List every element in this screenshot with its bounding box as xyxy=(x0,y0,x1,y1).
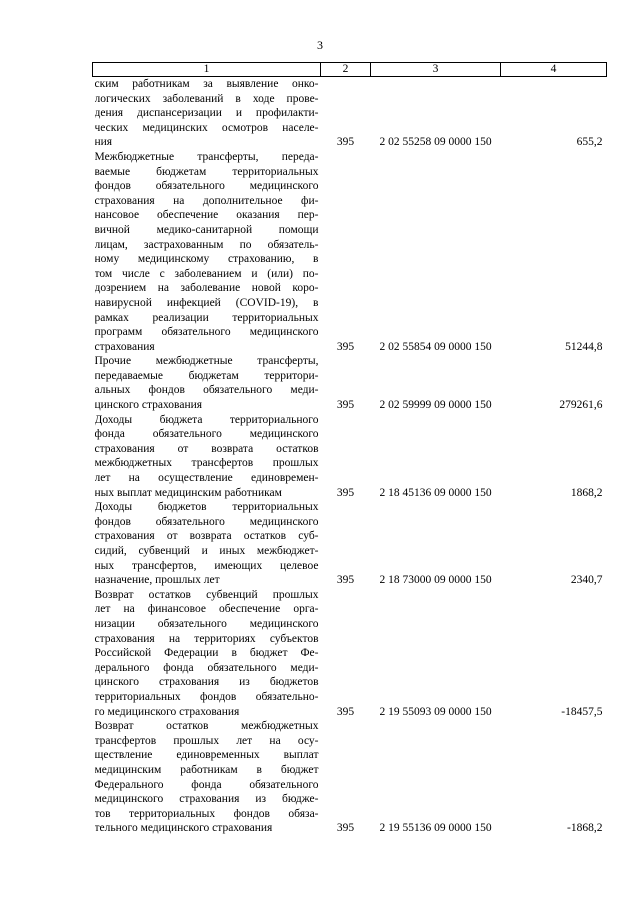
row-description xyxy=(93,354,321,412)
row-description xyxy=(93,150,321,354)
description-line: вичной медико-санитарной помощи xyxy=(94,223,319,236)
row-description xyxy=(93,588,321,719)
table-row xyxy=(93,588,607,719)
description-line: ных трансфертов, имеющих целевое xyxy=(94,559,319,572)
row-admin-code: 395 xyxy=(336,399,355,412)
row-admin-code: 395 xyxy=(336,822,355,835)
description-line: межбюджетных трансфертов прошлых xyxy=(94,457,319,470)
row-amount: -18457,5 xyxy=(561,705,603,718)
description-line: фондов обязательного медицинского xyxy=(94,180,319,193)
row-amount: 655,2 xyxy=(576,136,603,149)
description-line: дозрением на заболевание новой коро- xyxy=(94,282,319,295)
table-row xyxy=(93,413,607,501)
description-line: Доходы бюджетов территориальных xyxy=(94,501,319,514)
description-line: страхования на территориях субъектов xyxy=(94,632,319,645)
row-budget-code: 2 02 55258 09 0000 150 xyxy=(379,136,492,149)
description-line: цинского страхования xyxy=(94,399,203,412)
description-line: тов территориальных фондов обяза- xyxy=(94,807,319,820)
description-line: Прочие межбюджетные трансферты, xyxy=(94,355,319,368)
row-admin-code: 395 xyxy=(336,486,355,499)
description-line: рамках реализации территориальных xyxy=(94,311,319,324)
row-description xyxy=(93,719,321,836)
description-line: территориальных фондов обязательно- xyxy=(94,690,319,703)
table-row xyxy=(93,500,607,588)
description-line: назначение, прошлых лет xyxy=(94,574,220,587)
description-line: лет на финансовое обеспечение орга- xyxy=(94,603,319,616)
description-line: лет на осуществление единовремен- xyxy=(94,472,319,485)
description-line: передаваемые бюджетам территори- xyxy=(94,369,319,382)
description-line: программ обязательного медицинского xyxy=(94,326,319,339)
description-line: ваемые бюджетам территориальных xyxy=(94,165,319,178)
description-line: страхования xyxy=(94,340,155,353)
table-row xyxy=(93,77,607,150)
description-line: лицам, застрахованным по обязатель- xyxy=(94,238,319,251)
description-line: цинского страхования из бюджетов xyxy=(94,676,319,689)
description-line: Возврат остатков межбюджетных xyxy=(94,720,319,733)
description-line: ния xyxy=(94,136,113,149)
description-line: ному медицинскому страхованию, в xyxy=(94,253,319,266)
row-budget-code: 2 19 55093 09 0000 150 xyxy=(379,705,492,718)
column-header-4: 4 xyxy=(501,63,607,77)
description-line: медицинского страхования из бюдже- xyxy=(94,793,319,806)
description-line: ским работникам за выявление онко- xyxy=(94,78,319,90)
column-header-1: 1 xyxy=(93,63,321,77)
description-line: альных фондов обязательного меди- xyxy=(94,384,319,397)
row-amount: 51244,8 xyxy=(565,340,603,353)
description-line: том числе с заболеванием и (или) по- xyxy=(94,267,319,280)
row-admin-code: 395 xyxy=(336,340,355,353)
description-line: страхования на дополнительное фи- xyxy=(94,194,319,207)
description-line: логических заболеваний в ходе прове- xyxy=(94,92,319,105)
row-amount: 279261,6 xyxy=(559,399,603,412)
table-header-row xyxy=(93,63,607,77)
description-line: ществление единовременных выплат xyxy=(94,749,319,762)
description-line: медицинским работникам в бюджет xyxy=(94,763,319,776)
row-budget-code: 2 02 55854 09 0000 150 xyxy=(379,340,492,353)
description-line: Доходы бюджета территориального xyxy=(94,413,319,426)
description-line: дерального фонда обязательного меди- xyxy=(94,661,319,674)
table-row xyxy=(93,354,607,412)
column-header-2: 2 xyxy=(321,63,371,77)
table-row xyxy=(93,719,607,836)
description-line: страхования от возврата остатков суб- xyxy=(94,530,319,543)
description-line: фонда обязательного медицинского xyxy=(94,428,319,441)
description-line: ных выплат медицинским работникам xyxy=(94,486,282,499)
description-line: ческих медицинских осмотров населе- xyxy=(94,121,319,134)
description-line: нансовое обеспечение оказания пер- xyxy=(94,209,319,222)
column-header-3: 3 xyxy=(371,63,501,77)
row-admin-code: 395 xyxy=(336,136,355,149)
description-line: тельного медицинского страхования xyxy=(94,822,273,835)
row-amount: 1868,2 xyxy=(570,486,603,499)
row-budget-code: 2 18 73000 09 0000 150 xyxy=(379,574,492,587)
row-amount: 2340,7 xyxy=(570,574,603,587)
row-budget-code: 2 19 55136 09 0000 150 xyxy=(379,822,492,835)
description-line: го медицинского страхования xyxy=(94,705,240,718)
description-line: страхования от возврата остатков xyxy=(94,442,319,455)
row-description xyxy=(93,500,321,588)
page-number: 3 xyxy=(317,38,323,52)
row-admin-code: 395 xyxy=(336,574,355,587)
row-budget-code: 2 02 59999 09 0000 150 xyxy=(379,399,492,412)
description-line: низации обязательного медицинского xyxy=(94,617,319,630)
row-description xyxy=(93,77,321,150)
description-line: навирусной инфекцией (COVID-19), в xyxy=(94,296,319,309)
row-admin-code: 395 xyxy=(336,705,355,718)
description-line: Федерального фонда обязательного xyxy=(94,778,319,791)
description-line: фондов обязательного медицинского xyxy=(94,515,319,528)
table-body xyxy=(93,77,607,836)
description-line: Межбюджетные трансферты, переда- xyxy=(94,150,319,163)
row-description xyxy=(93,413,321,501)
description-line: трансфертов прошлых лет на осу- xyxy=(94,734,319,747)
row-amount: -1868,2 xyxy=(567,822,603,835)
revenue-table xyxy=(92,62,607,836)
table-row xyxy=(93,150,607,354)
description-line: Российской Федерации в бюджет Фе- xyxy=(94,647,319,660)
description-line: дения диспансеризации и профилакти- xyxy=(94,107,319,120)
description-line: сидий, субвенций и иных межбюджет- xyxy=(94,545,319,557)
description-line: Возврат остатков субвенций прошлых xyxy=(94,588,319,601)
row-budget-code: 2 18 45136 09 0000 150 xyxy=(379,486,492,499)
